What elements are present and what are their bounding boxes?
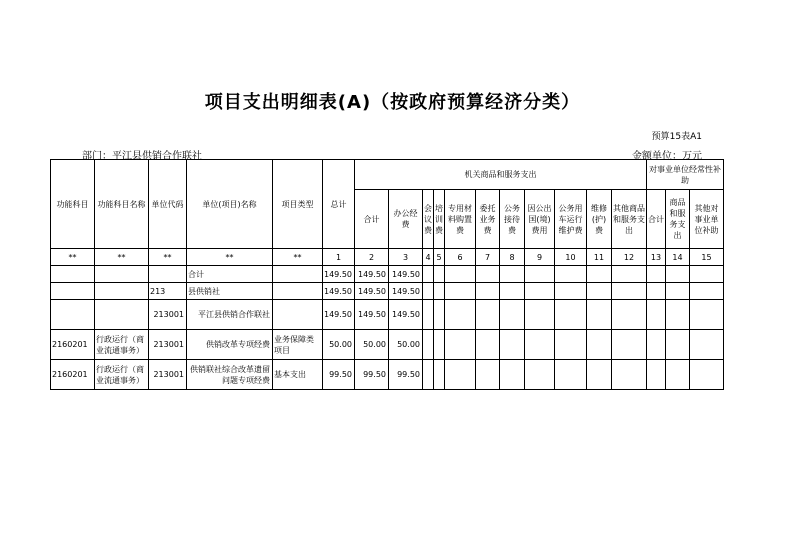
index-cell: ** xyxy=(149,249,187,266)
index-cell: 14 xyxy=(666,249,690,266)
header-materials: 专用材料购置费 xyxy=(445,190,476,249)
index-row xyxy=(51,249,724,266)
unit-name-cell: 合计 xyxy=(187,266,273,283)
table-row xyxy=(51,360,724,390)
page-title: 项目支出明细表(A)（按政府预算经济分类） xyxy=(204,92,581,113)
unit-name-cell: 供销改革专项经费 xyxy=(187,330,273,360)
index-cell: 6 xyxy=(445,249,476,266)
office-cell: 149.50 xyxy=(389,300,423,330)
func-code-cell: 2160201 xyxy=(51,330,95,360)
unit-code-cell: 213001 xyxy=(149,360,187,390)
total-cell: 149.50 xyxy=(323,266,355,283)
department-label: 部门：平江县供销合作联社 xyxy=(82,151,202,162)
index-cell: 10 xyxy=(555,249,587,266)
index-cell: ** xyxy=(51,249,95,266)
table-row xyxy=(51,330,724,360)
total-cell: 149.50 xyxy=(323,300,355,330)
project-type-cell xyxy=(273,283,323,300)
index-cell: 8 xyxy=(500,249,525,266)
sum-cell: 149.50 xyxy=(355,283,389,300)
office-cell: 99.50 xyxy=(389,360,423,390)
func-code-cell xyxy=(51,283,95,300)
office-cell: 50.00 xyxy=(389,330,423,360)
header-vehicle: 公务用车运行维护费 xyxy=(555,190,587,249)
header-office: 办公经费 xyxy=(389,190,423,249)
table-row xyxy=(51,300,724,330)
header-func-code: 功能科目 xyxy=(51,160,95,249)
project-type-cell: 基本支出 xyxy=(273,360,323,390)
header-sub-other: 其他对事业单位补助 xyxy=(690,190,724,249)
func-code-cell xyxy=(51,266,95,283)
index-cell: 13 xyxy=(647,249,666,266)
total-cell: 149.50 xyxy=(323,283,355,300)
header-sub-goods: 商品和服务支出 xyxy=(666,190,690,249)
header-unit-code: 单位代码 xyxy=(149,160,187,249)
index-cell: 4 xyxy=(423,249,434,266)
unit-code-cell: 213 xyxy=(149,283,187,300)
index-cell: 5 xyxy=(434,249,445,266)
index-cell: ** xyxy=(273,249,323,266)
sum-cell: 50.00 xyxy=(355,330,389,360)
sum-cell: 149.50 xyxy=(355,300,389,330)
office-cell: 149.50 xyxy=(389,266,423,283)
header-subsidy-group: 对事业单位经常性补助 xyxy=(647,160,724,190)
index-cell: 9 xyxy=(525,249,555,266)
unit-code-cell xyxy=(149,266,187,283)
header-abroad: 因公出国(境)费用 xyxy=(525,190,555,249)
form-number: 预算15表A1 xyxy=(651,132,702,142)
unit-name-cell: 县供销社 xyxy=(187,283,273,300)
header-meeting: 会议费 xyxy=(423,190,434,249)
index-cell: 7 xyxy=(476,249,500,266)
project-type-cell xyxy=(273,300,323,330)
index-cell: 12 xyxy=(612,249,647,266)
sum-cell: 99.50 xyxy=(355,360,389,390)
func-code-cell: 2160201 xyxy=(51,360,95,390)
header-unit-name: 单位(项目)名称 xyxy=(187,160,273,249)
project-type-cell: 业务保障类项目 xyxy=(273,330,323,360)
header-reception: 公务接待费 xyxy=(500,190,525,249)
func-name-cell xyxy=(95,283,149,300)
func-name-cell: 行政运行（商业流通事务） xyxy=(95,360,149,390)
budget-table xyxy=(50,159,724,390)
header-total: 总计 xyxy=(323,160,355,249)
func-name-cell xyxy=(95,266,149,283)
index-cell: 1 xyxy=(323,249,355,266)
header-entrusted: 委托业务费 xyxy=(476,190,500,249)
header-other-goods: 其他商品和服务支出 xyxy=(612,190,647,249)
func-name-cell: 行政运行（商业流通事务） xyxy=(95,330,149,360)
index-cell: 3 xyxy=(389,249,423,266)
office-cell: 149.50 xyxy=(389,283,423,300)
header-training: 培训费 xyxy=(434,190,445,249)
unit-code-cell: 213001 xyxy=(149,330,187,360)
header-repair: 维修(护)费 xyxy=(587,190,612,249)
amount-unit-label: 金额单位：万元 xyxy=(632,151,702,162)
unit-name-cell: 供销联社综合改革遗留问题专项经费 xyxy=(187,360,273,390)
table-row xyxy=(51,283,724,300)
header-sub-sum: 合计 xyxy=(647,190,666,249)
header-sum: 合计 xyxy=(355,190,389,249)
header-project-type: 项目类型 xyxy=(273,160,323,249)
sum-cell: 149.50 xyxy=(355,266,389,283)
unit-code-cell: 213001 xyxy=(149,300,187,330)
index-cell: 11 xyxy=(587,249,612,266)
header-func-name: 功能科目名称 xyxy=(95,160,149,249)
index-cell: 15 xyxy=(690,249,724,266)
unit-name-cell: 平江县供销合作联社 xyxy=(187,300,273,330)
table-row xyxy=(51,266,724,283)
index-cell: ** xyxy=(95,249,149,266)
project-type-cell xyxy=(273,266,323,283)
index-cell: ** xyxy=(187,249,273,266)
func-code-cell xyxy=(51,300,95,330)
total-cell: 50.00 xyxy=(323,330,355,360)
header-agency-group: 机关商品和服务支出 xyxy=(355,160,647,190)
func-name-cell xyxy=(95,300,149,330)
total-cell: 99.50 xyxy=(323,360,355,390)
index-cell: 2 xyxy=(355,249,389,266)
